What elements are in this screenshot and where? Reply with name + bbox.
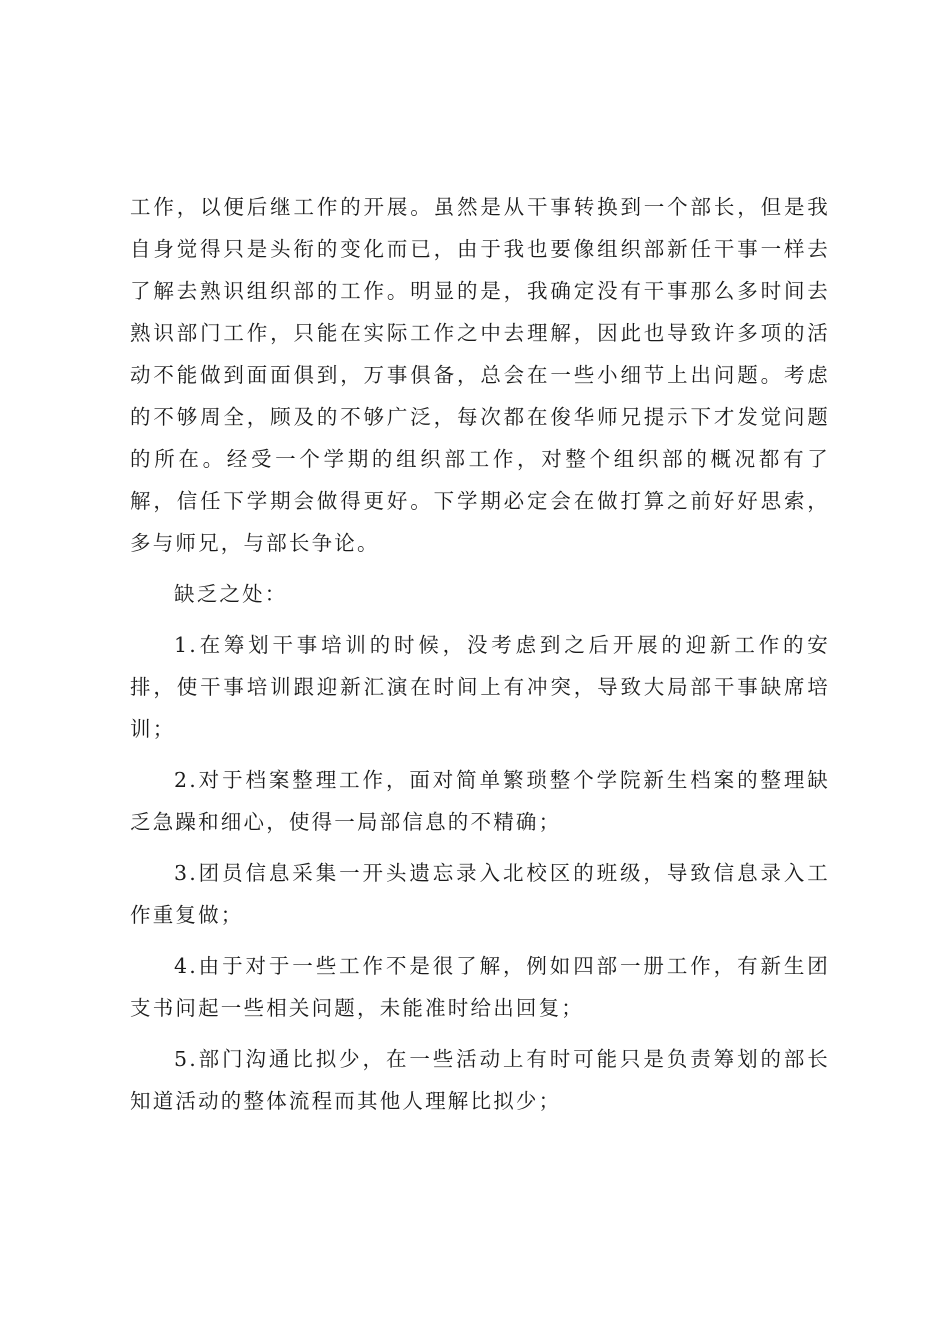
document-body xyxy=(130,186,830,1131)
list-item-5: 5.部门沟通比拟少，在一些活动上有时可能只是负责筹划的部长知道活动的整体流程而其他人理解比拟少； xyxy=(130,1047,830,1113)
list-item-2: 2.对于档案整理工作，面对简单繁琐整个学院新生档案的整理缺乏急躁和细心，使得一局部信息的不精确； xyxy=(130,768,830,834)
section-label-shortcomings: 缺乏之处： xyxy=(174,582,288,606)
list-item-4: 4.由于对于一些工作不是很了解，例如四部一册工作，有新生团支书问起一些相关问题，未能准时给出回复； xyxy=(130,954,830,1020)
paragraph-continuation: 工作，以便后继工作的开展。虽然是从干事转换到一个部长，但是我自身觉得只是头衔的变化而已，由于我也要像组织部新任干事一样去了解去熟识组织部的工作。明显的是，我确定没有干事那么多时间去熟识部门工作，只能在实际工作之中去理解，因此也导致许多项的活动不能做到面面俱到，万事俱备，总会在一些小细节上出问题。考虑的不够周全，顾及的不够广泛，每次都在俊华师兄提示下才发觉问题的所在。经受一个学期的组织部工作，对整个组织部的概况都有了解，信任下学期会做得更好。下学期必定会在做打算之前好好思索，多与师兄，与部长争论。 xyxy=(130,195,830,555)
list-item-3: 3.团员信息采集一开头遗忘录入北校区的班级，导致信息录入工作重复做； xyxy=(130,861,830,927)
list-item-1: 1.在筹划干事培训的时候，没考虑到之后开展的迎新工作的安排，使干事培训跟迎新汇演在时间上有冲突，导致大局部干事缺席培训； xyxy=(130,633,830,741)
